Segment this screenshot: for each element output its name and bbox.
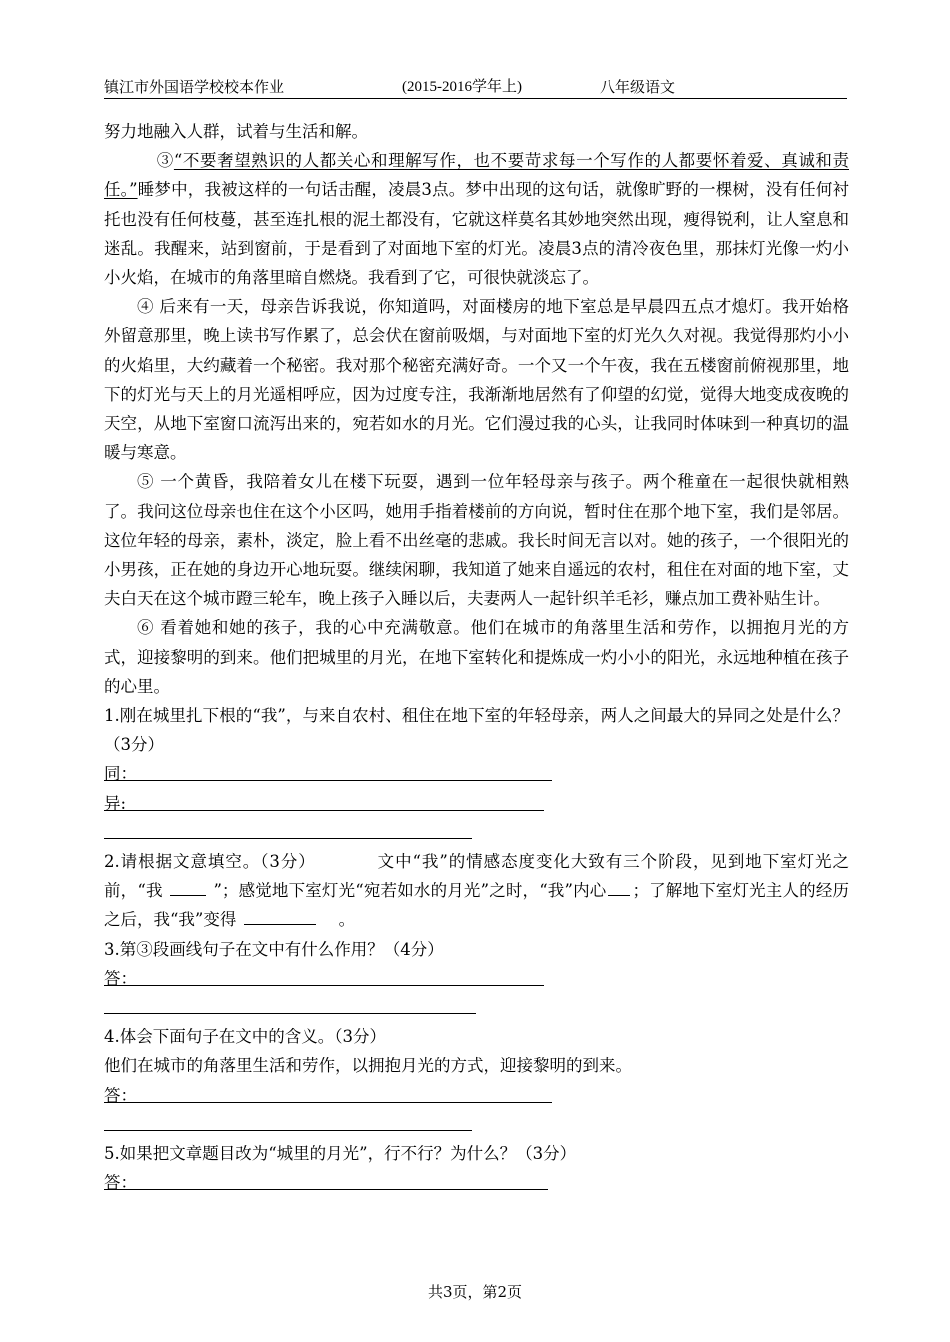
article-paragraph-6: ⑥ 看着她和她的孩子，我的心中充满敬意。他们在城市的角落里生活和劳作，以拥抱月光的方式，迎接黎明的到来。他们把城里的月光，在地下室转化和提炼成一灼小小的阳光，永远地种植在孩子的心里。 <box>104 618 849 696</box>
question-3: 3.第③段画线句子在文中有什么作用？（4分） <box>104 939 444 959</box>
q1-same-line[interactable] <box>104 780 552 781</box>
q3-extra-line[interactable] <box>104 993 849 1022</box>
header-school: 镇江市外国语学校校本作业 <box>104 78 285 96</box>
q3-answer-label: 答： <box>104 968 137 988</box>
q1-extra-line[interactable] <box>104 818 849 847</box>
document-body <box>104 117 849 1197</box>
q4-answer[interactable] <box>104 1081 849 1110</box>
article-line-0: 努力地融入人群，试着与生活和解。 <box>104 122 368 141</box>
question-4: 4.体会下面句子在文中的含义。（3分） <box>104 1027 386 1047</box>
q2-blank-3[interactable] <box>244 908 316 925</box>
q5-answer-line[interactable] <box>104 1189 548 1190</box>
question-5: 5.如果把文章题目改为“城里的月光”，行不行？为什么？（3分） <box>104 1144 577 1163</box>
q4-extra-line[interactable] <box>104 1110 849 1139</box>
q1-answer-same[interactable] <box>104 759 849 788</box>
paragraph-3-text: 睡梦中，我被这样的一句话击醒，凌晨3点。梦中出现的这句话，就像旷野的一棵树，没有任何衬托也没有任何枝蔓，甚至连扎根的泥土都没有，它就这样莫名其妙地突然出现，瘦得锐利，让人窒息和迷乱。我醒来，站到窗前，于是看到了对面地下室的灯光。凌晨3点的清冷夜色里，那抹灯光像一灼小小火焰，在城市的角落里暗自燃烧。我看到了它，可很快就淡忘了。 <box>104 180 850 288</box>
q4-sentence: 他们在城市的角落里生活和劳作，以拥抱月光的方式，迎接黎明的到来。 <box>104 1056 632 1076</box>
question-1: 1.刚在城里扎下根的“我”，与来自农村、租住在地下室的年轻母亲，两人之间最大的异同之处是什么？（3分） <box>104 706 849 755</box>
article-paragraph-4: ④ 后来有一天，母亲告诉我说，你知道吗，对面楼房的地下室总是早晨四五点才熄灯。我开始格外留意那里，晚上读书写作累了，总会伏在窗前吸烟，与对面地下室的灯光久久对视。我觉得那灼小小的火焰里，大约藏着一个秘密。我对那个秘密充满好奇。一个又一个午夜，我在五楼窗前俯视那里，地下的灯光与天上的月光遥相呼应，因为过度专注，我渐渐地居然有了仰望的幻觉，觉得大地变成夜晚的天空，从地下室窗口流泻出来的，宛若如水的月光。它们漫过我的心头，让我同时体味到一种真切的温暖与寒意。 <box>104 297 849 463</box>
q4-answer-line[interactable] <box>104 1102 552 1103</box>
article-paragraph-5: ⑤ 一个黄昏，我陪着女儿在楼下玩耍，遇到一位年轻母亲与孩子。两个稚童在一起很快就相熟了。我问这位母亲也住在这个小区吗，她用手指着楼前的方向说，暂时住在那个地下室，我们是邻居。这位年轻的母亲，素朴，淡定，脸上看不出丝毫的悲戚。我长时间无言以对。她的孩子，一个很阳光的小男孩，正在她的身边开心地玩耍。继续闲聊，我知道了她来自遥远的农村，租住在对面的地下室，丈夫白天在这个城市蹬三轮车，晚上孩子入睡以后，夫妻两人一起针织羊毛衫，赚点加工费补贴生计。 <box>104 472 849 609</box>
q1-same-label: 同： <box>104 764 137 784</box>
page-header <box>104 76 847 99</box>
q2-prompt: 2.请根据文意填空。（3分） <box>104 852 316 872</box>
q1-answer-diff[interactable] <box>104 789 849 818</box>
q4-answer-label: 答： <box>104 1085 137 1105</box>
underlined-sentence: “不要奢望熟识的人都关心和理解写作，也不要苛求每一个写作的人都要怀着爱、真诚和责任。” <box>104 151 850 200</box>
q2-blank-2[interactable] <box>608 879 630 896</box>
q1-diff-line[interactable] <box>104 810 544 811</box>
q5-answer-label: 答： <box>104 1173 137 1193</box>
page-footer: 共3页，第2页 <box>427 1283 523 1301</box>
paragraph-3-mark: ③ <box>156 151 174 171</box>
q2-text-b: ”；感觉地下室灯光“宛若如水的月光”之时，“我”内心 <box>213 881 607 901</box>
header-year: (2015-2016学年上) <box>402 79 522 95</box>
header-grade: 八年级语文 <box>600 78 676 96</box>
q3-answer-line[interactable] <box>104 985 544 986</box>
article-paragraph-3 <box>104 146 849 292</box>
q2-blank-1[interactable] <box>170 879 206 896</box>
q1-diff-label: 异: <box>104 793 127 813</box>
q3-answer[interactable] <box>104 964 849 993</box>
q2-end: 。 <box>338 910 356 930</box>
q2-text-c: ；了解地下室灯光主人的经历之后，我“我”变得 <box>104 881 849 930</box>
question-2 <box>104 847 849 935</box>
q5-answer[interactable] <box>104 1168 849 1197</box>
q2-text-a: 文中“我”的情感态度变化大致有三个阶段，见到地下室灯光之前，“我 <box>104 852 849 901</box>
